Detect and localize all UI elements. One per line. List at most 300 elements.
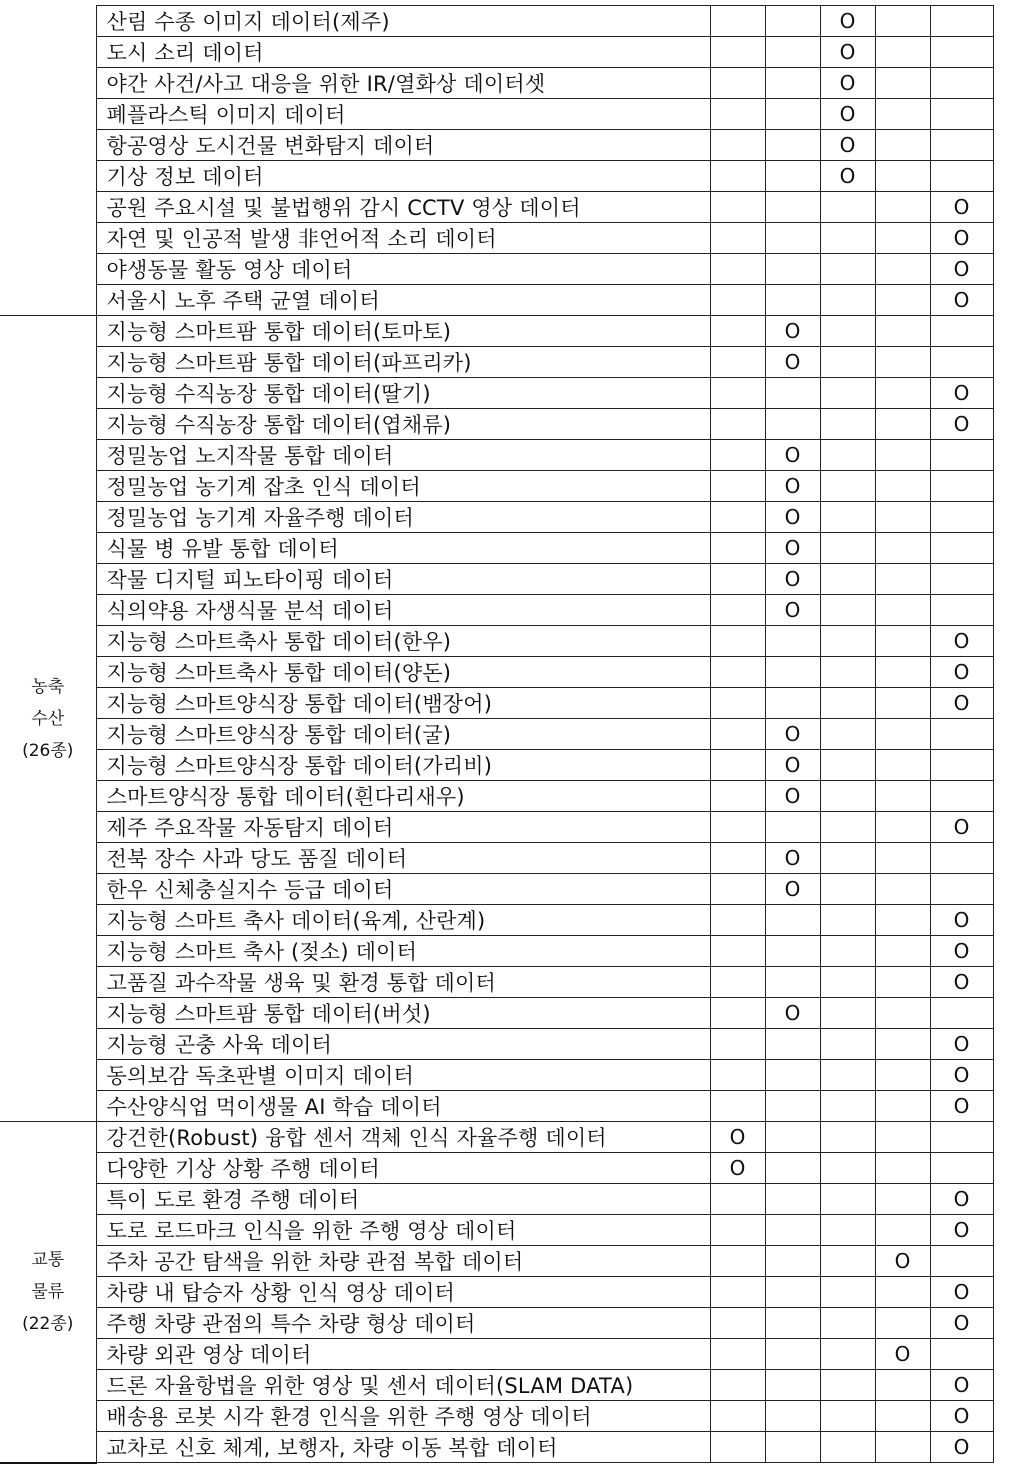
mark-cell [765,564,820,595]
table-row [0,1339,993,1370]
mark-cell [710,998,765,1029]
mark-cell [930,843,993,874]
mark-cell [875,285,930,316]
mark-cell [765,967,820,998]
dataset-name: 도시 소리 데이터 [96,37,710,68]
mark-cell [930,440,993,471]
table-row [0,347,993,378]
mark-cell [765,719,820,750]
mark-cell [930,936,993,967]
table-row [0,1091,993,1122]
mark-cell [930,1277,993,1308]
mark-cell [930,905,993,936]
circle-mark: O [839,102,856,126]
mark-cell [710,1401,765,1432]
mark-cell [875,440,930,471]
mark-cell [875,502,930,533]
mark-cell [710,130,765,161]
circle-mark: O [839,9,856,33]
category-label: 교통 [31,1249,65,1270]
mark-cell [875,347,930,378]
mark-cell [875,998,930,1029]
circle-mark: O [894,1342,911,1366]
mark-cell [930,967,993,998]
circle-mark: O [953,1218,970,1242]
mark-cell [930,378,993,409]
mark-cell [820,161,875,192]
circle-mark: O [953,1280,970,1304]
mark-cell [820,254,875,285]
mark-cell [765,471,820,502]
circle-mark: O [784,350,801,374]
mark-cell [930,998,993,1029]
mark-cell [820,6,875,37]
dataset-name: 폐플라스틱 이미지 데이터 [96,99,710,130]
mark-cell [930,750,993,781]
mark-cell [820,440,875,471]
mark-cell [710,285,765,316]
table-row [0,37,993,68]
mark-cell [930,1370,993,1401]
mark-cell [875,812,930,843]
dataset-name: 산림 수종 이미지 데이터(제주) [96,6,710,37]
mark-cell [930,1060,993,1091]
mark-cell [875,1308,930,1339]
table-row [0,533,993,564]
mark-cell [820,1184,875,1215]
mark-cell [765,1153,820,1184]
mark-cell [875,843,930,874]
category-cell [0,6,96,316]
mark-cell [710,378,765,409]
mark-cell [930,812,993,843]
mark-cell [765,1277,820,1308]
circle-mark: O [784,846,801,870]
mark-cell [710,223,765,254]
dataset-name: 제주 주요작물 자동탐지 데이터 [96,812,710,843]
mark-cell [930,223,993,254]
dataset-name: 지능형 스마트양식장 통합 데이터(가리비) [96,750,710,781]
dataset-name: 정밀농업 농기계 자율주행 데이터 [96,502,710,533]
mark-cell [765,223,820,254]
dataset-name: 지능형 스마트 축사 데이터(육계, 산란계) [96,905,710,936]
mark-cell [820,595,875,626]
mark-cell [710,1029,765,1060]
table-row [0,998,993,1029]
table-row [0,6,993,37]
mark-cell [875,161,930,192]
mark-cell [820,1060,875,1091]
mark-cell [710,1277,765,1308]
table-row [0,1246,993,1277]
mark-cell [820,1029,875,1060]
mark-cell [820,1215,875,1246]
mark-cell [710,688,765,719]
circle-mark: O [784,598,801,622]
category-label: 수산 [31,708,65,729]
mark-cell [710,1184,765,1215]
mark-cell [930,1091,993,1122]
dataset-name: 차량 내 탑승자 상황 인식 영상 데이터 [96,1277,710,1308]
mark-cell [765,37,820,68]
mark-cell [930,564,993,595]
mark-cell [710,936,765,967]
dataset-name: 서울시 노후 주택 균열 데이터 [96,285,710,316]
mark-cell [765,843,820,874]
mark-cell [820,1308,875,1339]
mark-cell [765,1091,820,1122]
mark-cell [820,1246,875,1277]
mark-cell [820,874,875,905]
dataset-name: 지능형 곤충 사육 데이터 [96,1029,710,1060]
mark-cell [875,1153,930,1184]
mark-cell [930,719,993,750]
mark-cell [710,750,765,781]
mark-cell [765,998,820,1029]
mark-cell [875,1215,930,1246]
dataset-table-body [0,6,993,1463]
mark-cell [930,1153,993,1184]
circle-mark: O [953,629,970,653]
mark-cell [875,130,930,161]
mark-cell [710,1091,765,1122]
mark-cell [710,1153,765,1184]
circle-mark: O [953,257,970,281]
circle-mark: O [784,443,801,467]
mark-cell [875,1277,930,1308]
mark-cell [765,1401,820,1432]
mark-cell [930,6,993,37]
table-row [0,161,993,192]
mark-cell [710,68,765,99]
circle-mark: O [784,536,801,560]
table-row [0,471,993,502]
mark-cell [765,130,820,161]
mark-cell [710,595,765,626]
mark-cell [930,781,993,812]
mark-cell [765,750,820,781]
circle-mark: O [953,939,970,963]
circle-mark: O [953,288,970,312]
mark-cell [765,1370,820,1401]
circle-mark: O [729,1125,746,1149]
mark-cell [765,6,820,37]
dataset-name: 다양한 기상 상황 주행 데이터 [96,1153,710,1184]
mark-cell [875,719,930,750]
category-label: 물류 [31,1281,65,1302]
mark-cell [765,1122,820,1153]
dataset-name: 차량 외관 영상 데이터 [96,1339,710,1370]
dataset-table-page [0,5,994,1464]
mark-cell [710,192,765,223]
mark-cell [930,1029,993,1060]
category-label: (26종) [22,740,74,761]
mark-cell [765,347,820,378]
mark-cell [820,1277,875,1308]
mark-cell [820,657,875,688]
mark-cell [930,347,993,378]
dataset-name: 동의보감 독초판별 이미지 데이터 [96,1060,710,1091]
mark-cell [875,37,930,68]
circle-mark: O [784,505,801,529]
mark-cell [930,316,993,347]
dataset-name: 고품질 과수작물 생육 및 환경 통합 데이터 [96,967,710,998]
mark-cell [765,626,820,657]
mark-cell [710,502,765,533]
dataset-name: 식의약용 자생식물 분석 데이터 [96,595,710,626]
dataset-name: 주차 공간 탐색을 위한 차량 관점 복합 데이터 [96,1246,710,1277]
mark-cell [875,533,930,564]
table-row [0,1308,993,1339]
circle-mark: O [784,753,801,777]
mark-cell [820,1122,875,1153]
circle-mark: O [784,877,801,901]
mark-cell [820,285,875,316]
mark-cell [765,595,820,626]
circle-mark: O [953,1187,970,1211]
mark-cell [875,1432,930,1463]
dataset-name: 스마트양식장 통합 데이터(흰다리새우) [96,781,710,812]
dataset-name: 자연 및 인공적 발생 非언어적 소리 데이터 [96,223,710,254]
dataset-name: 지능형 수직농장 통합 데이터(딸기) [96,378,710,409]
mark-cell [930,1184,993,1215]
mark-cell [765,936,820,967]
mark-cell [875,626,930,657]
mark-cell [710,874,765,905]
mark-cell [765,1308,820,1339]
mark-cell [710,719,765,750]
table-row [0,1184,993,1215]
mark-cell [875,1401,930,1432]
dataset-name: 정밀농업 노지작물 통합 데이터 [96,440,710,471]
mark-cell [710,471,765,502]
mark-cell [820,1339,875,1370]
mark-cell [820,719,875,750]
mark-cell [930,254,993,285]
circle-mark: O [784,784,801,808]
table-row [0,781,993,812]
dataset-name: 지능형 스마트팜 통합 데이터(버섯) [96,998,710,1029]
mark-cell [710,1339,765,1370]
mark-cell [765,502,820,533]
circle-mark: O [784,567,801,591]
dataset-name: 공원 주요시설 및 불법행위 감시 CCTV 영상 데이터 [96,192,710,223]
circle-mark: O [839,40,856,64]
mark-cell [710,440,765,471]
mark-cell [710,781,765,812]
mark-cell [710,1370,765,1401]
mark-cell [820,378,875,409]
table-row [0,378,993,409]
mark-cell [820,750,875,781]
mark-cell [930,68,993,99]
table-row [0,1432,993,1463]
mark-cell [765,1432,820,1463]
mark-cell [765,781,820,812]
mark-cell [875,1339,930,1370]
circle-mark: O [839,71,856,95]
dataset-table [0,5,994,1464]
dataset-name: 지능형 수직농장 통합 데이터(엽채류) [96,409,710,440]
mark-cell [765,192,820,223]
mark-cell [820,998,875,1029]
table-row [0,223,993,254]
circle-mark: O [953,1373,970,1397]
mark-cell [930,1432,993,1463]
mark-cell [930,192,993,223]
dataset-name: 교차로 신호 체계, 보행자, 차량 이동 복합 데이터 [96,1432,710,1463]
table-row [0,1122,993,1153]
table-row [0,812,993,843]
dataset-name: 배송용 로봇 시각 환경 인식을 위한 주행 영상 데이터 [96,1401,710,1432]
circle-mark: O [839,164,856,188]
dataset-name: 정밀농업 농기계 잡초 인식 데이터 [96,471,710,502]
table-row [0,1370,993,1401]
mark-cell [820,192,875,223]
mark-cell [930,99,993,130]
dataset-name: 지능형 스마트축사 통합 데이터(한우) [96,626,710,657]
table-row [0,192,993,223]
mark-cell [820,843,875,874]
category-label: (22종) [22,1313,74,1334]
mark-cell [710,316,765,347]
mark-cell [820,37,875,68]
category-cell [0,316,96,1122]
table-row [0,688,993,719]
mark-cell [710,967,765,998]
circle-mark: O [953,1435,970,1459]
circle-mark: O [784,319,801,343]
table-row [0,967,993,998]
table-row [0,626,993,657]
mark-cell [765,812,820,843]
table-row [0,657,993,688]
mark-cell [820,564,875,595]
circle-mark: O [784,722,801,746]
circle-mark: O [729,1156,746,1180]
mark-cell [710,347,765,378]
circle-mark: O [784,474,801,498]
mark-cell [930,471,993,502]
dataset-name: 지능형 스마트축사 통합 데이터(양돈) [96,657,710,688]
dataset-name: 특이 도로 환경 주행 데이터 [96,1184,710,1215]
table-row [0,936,993,967]
mark-cell [765,1029,820,1060]
mark-cell [765,285,820,316]
mark-cell [820,1401,875,1432]
circle-mark: O [953,1063,970,1087]
table-row [0,130,993,161]
dataset-name: 야간 사건/사고 대응을 위한 IR/열화상 데이터셋 [96,68,710,99]
dataset-name: 기상 정보 데이터 [96,161,710,192]
mark-cell [930,130,993,161]
mark-cell [875,316,930,347]
mark-cell [710,533,765,564]
dataset-name: 지능형 스마트팜 통합 데이터(토마토) [96,316,710,347]
mark-cell [710,37,765,68]
mark-cell [820,471,875,502]
mark-cell [875,1060,930,1091]
dataset-name: 수산양식업 먹이생물 AI 학습 데이터 [96,1091,710,1122]
mark-cell [930,1215,993,1246]
mark-cell [930,595,993,626]
mark-cell [710,843,765,874]
table-row [0,68,993,99]
mark-cell [765,657,820,688]
mark-cell [820,781,875,812]
circle-mark: O [953,908,970,932]
mark-cell [875,750,930,781]
mark-cell [875,223,930,254]
mark-cell [820,936,875,967]
dataset-name: 식물 병 유발 통합 데이터 [96,533,710,564]
mark-cell [710,409,765,440]
mark-cell [820,1091,875,1122]
mark-cell [710,99,765,130]
table-row [0,316,993,347]
mark-cell [710,161,765,192]
mark-cell [820,130,875,161]
mark-cell [710,1122,765,1153]
circle-mark: O [953,226,970,250]
dataset-name: 드론 자율항법을 위한 영상 및 센서 데이터(SLAM DATA) [96,1370,710,1401]
mark-cell [820,99,875,130]
mark-cell [710,812,765,843]
mark-cell [875,1029,930,1060]
mark-cell [875,1091,930,1122]
mark-cell [820,347,875,378]
circle-mark: O [953,412,970,436]
mark-cell [930,533,993,564]
mark-cell [875,99,930,130]
table-row [0,750,993,781]
mark-cell [875,688,930,719]
mark-cell [875,564,930,595]
circle-mark: O [953,381,970,405]
mark-cell [875,378,930,409]
table-row [0,254,993,285]
mark-cell [765,1060,820,1091]
mark-cell [710,564,765,595]
mark-cell [930,1401,993,1432]
dataset-name: 항공영상 도시건물 변화탐지 데이터 [96,130,710,161]
mark-cell [930,409,993,440]
mark-cell [930,1339,993,1370]
dataset-name: 지능형 스마트팜 통합 데이터(파프리카) [96,347,710,378]
mark-cell [765,1184,820,1215]
table-row [0,99,993,130]
mark-cell [820,1370,875,1401]
dataset-name: 전북 장수 사과 당도 품질 데이터 [96,843,710,874]
circle-mark: O [953,660,970,684]
table-row [0,905,993,936]
dataset-name: 지능형 스마트양식장 통합 데이터(뱀장어) [96,688,710,719]
dataset-name: 도로 로드마크 인식을 위한 주행 영상 데이터 [96,1215,710,1246]
dataset-name: 지능형 스마트 축사 (젖소) 데이터 [96,936,710,967]
mark-cell [820,409,875,440]
mark-cell [875,1246,930,1277]
circle-mark: O [953,691,970,715]
mark-cell [710,1432,765,1463]
mark-cell [765,378,820,409]
mark-cell [765,68,820,99]
mark-cell [875,781,930,812]
mark-cell [820,688,875,719]
mark-cell [930,657,993,688]
table-row [0,595,993,626]
dataset-name: 강건한(Robust) 융합 센서 객체 인식 자율주행 데이터 [96,1122,710,1153]
table-row [0,409,993,440]
